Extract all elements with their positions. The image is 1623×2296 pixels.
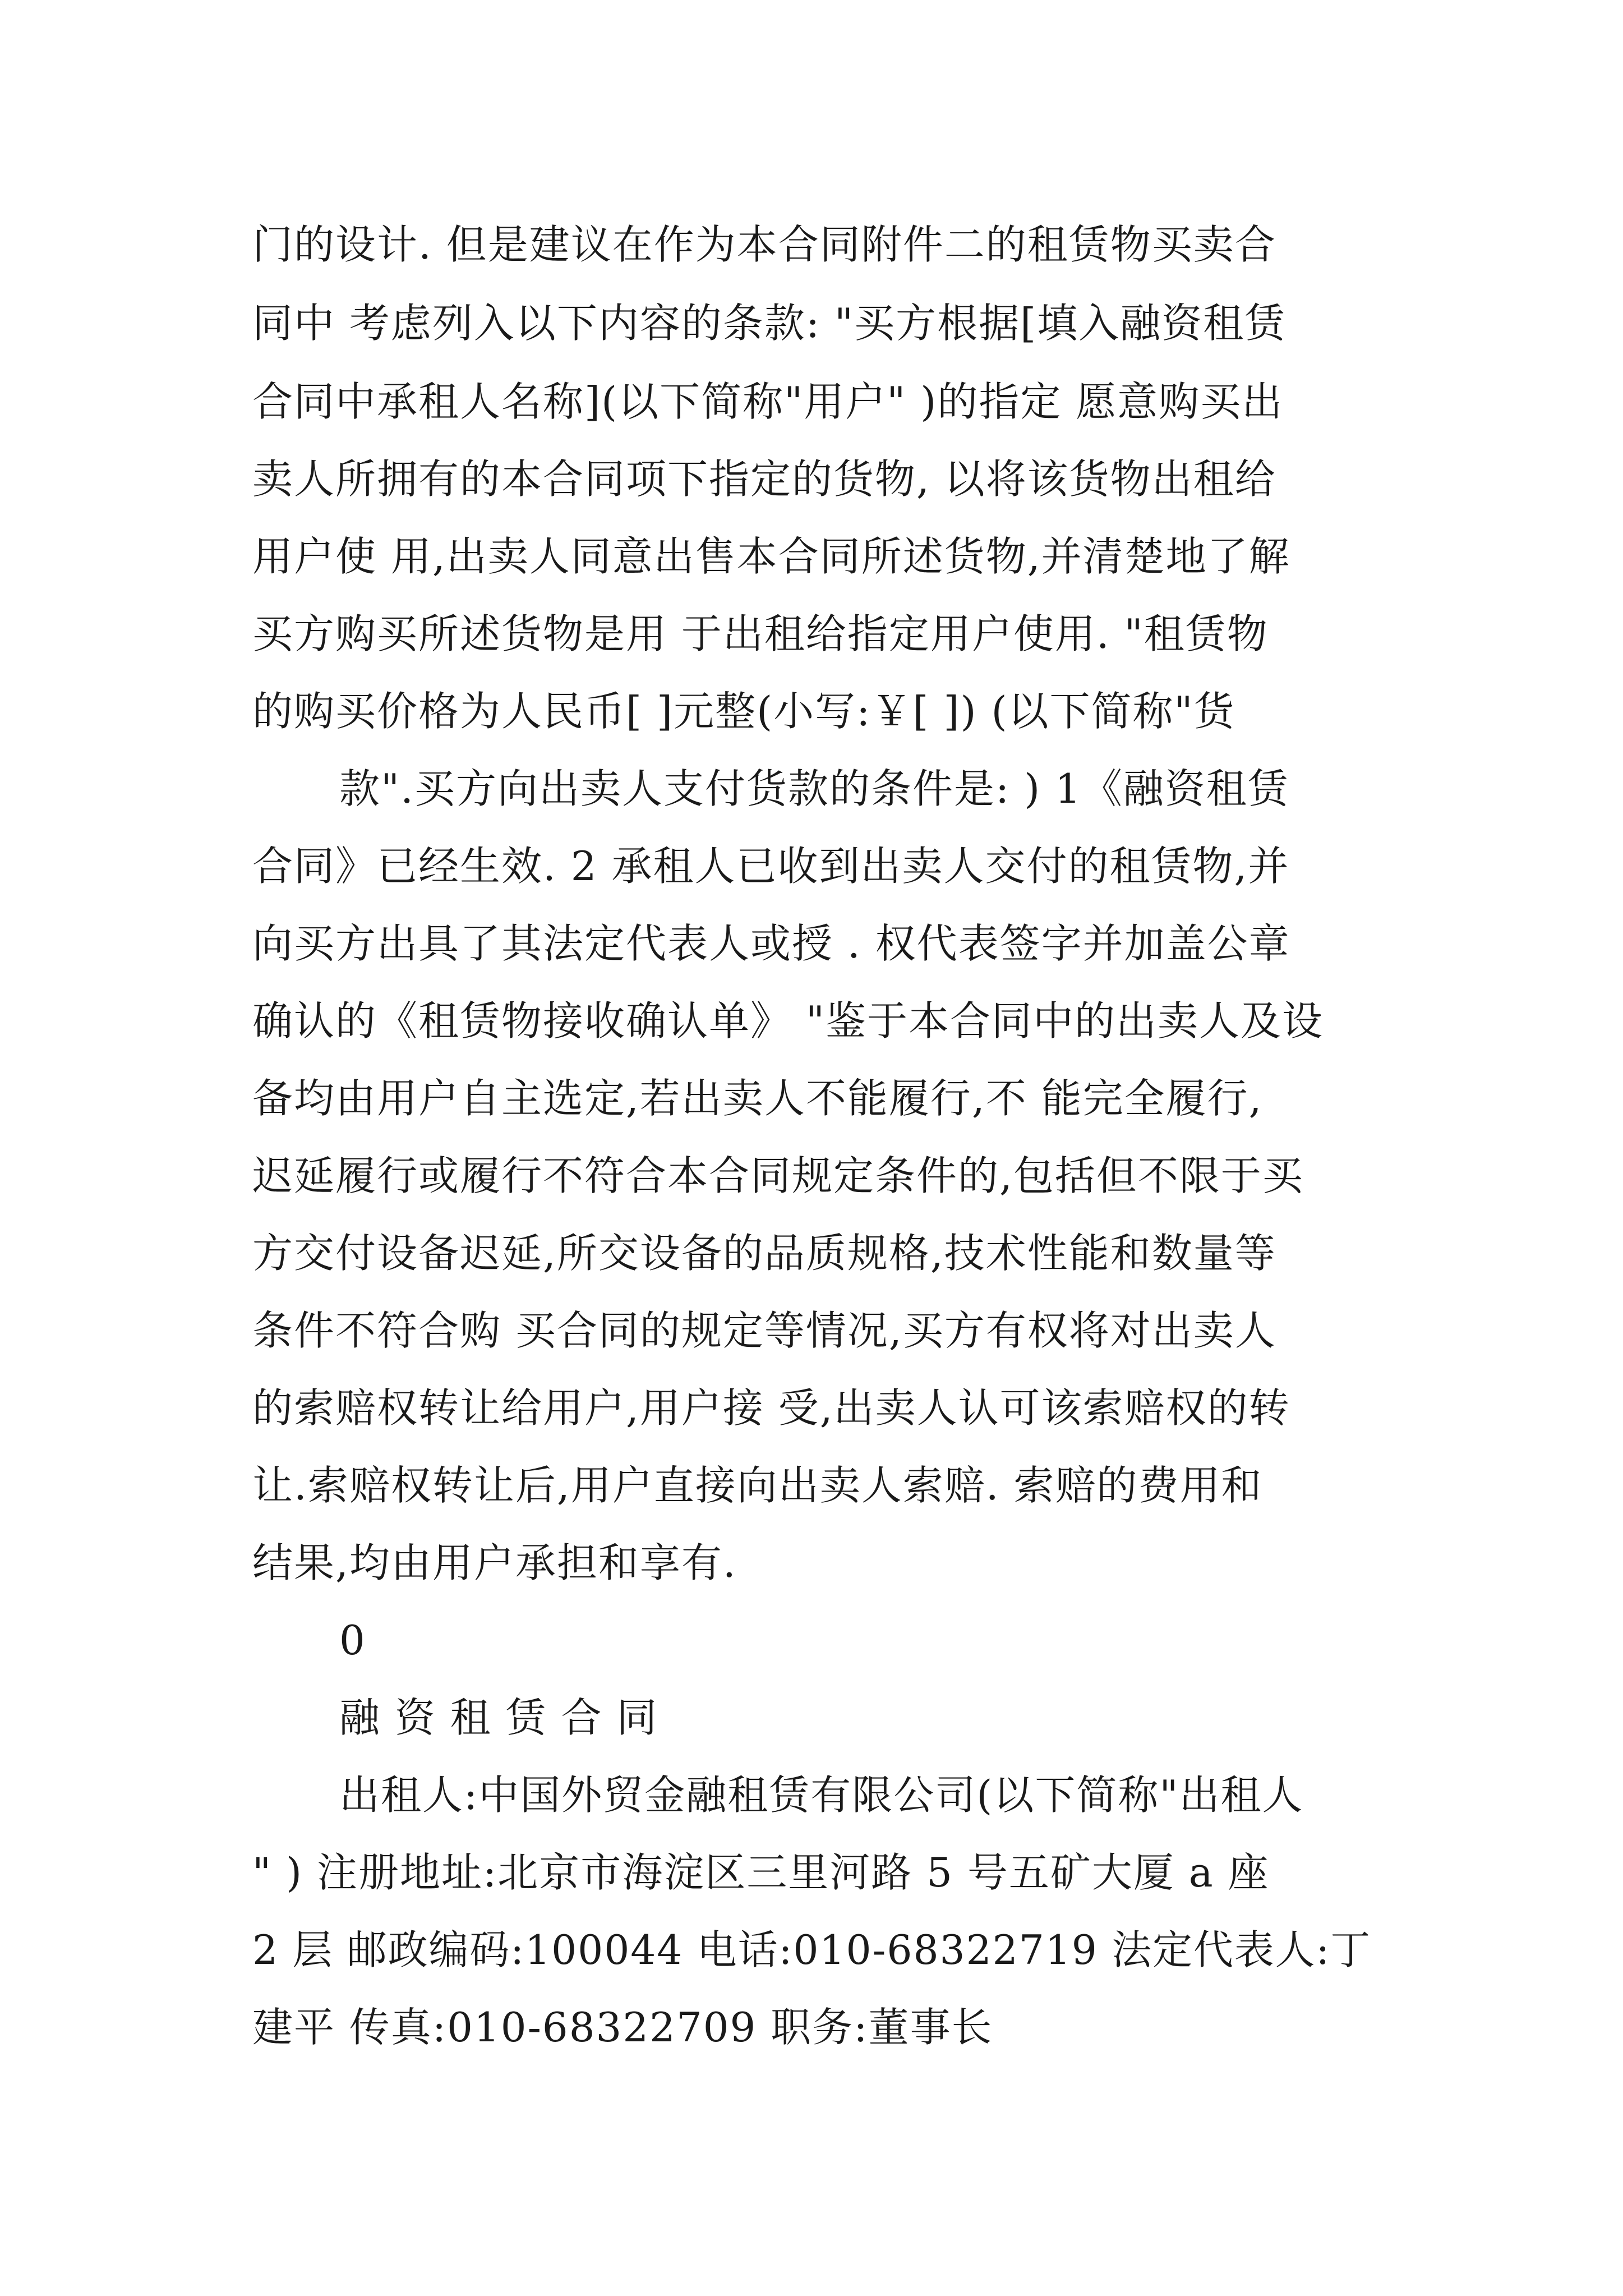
paragraph-line: " ) 注册地址:北京市海淀区三里河路 5 号五矿大厦 a 座: [252, 1849, 1270, 1896]
paragraph-line: 的索赔权转让给用户,用户接 受,出卖人认可该索赔权的转: [252, 1384, 1290, 1432]
paragraph-line: 同中 考虑列入以下内容的条款: "买方根据[填入融资租赁: [252, 300, 1287, 347]
paragraph-line: 让.索赔权转让后,用户直接向出卖人索赔. 索赔的费用和: [252, 1462, 1263, 1509]
paragraph-line: 的购买价格为人民币[ ]元整(小写:￥[ ]) (以下简称"货: [252, 688, 1235, 735]
page-marker: 0: [339, 1617, 366, 1664]
paragraph-line: 结果,均由用户承担和享有.: [252, 1539, 737, 1586]
paragraph-line: 合同中承租人名称](以下简称"用户" )的指定 愿意购买出: [252, 378, 1284, 425]
paragraph-line: 出租人:中国外贸金融租赁有限公司(以下简称"出租人: [339, 1772, 1304, 1819]
paragraph-line: 条件不符合购 买合同的规定等情况,买方有权将对出卖人: [252, 1307, 1276, 1354]
paragraph-line: 建平 传真:010-68322709 职务:董事长: [252, 2004, 993, 2051]
paragraph-line: 确认的《租赁物接收确认单》 "鉴于本合同中的出卖人及设: [252, 997, 1324, 1045]
paragraph-line: 买方购买所述货物是用 于出租给指定用户使用. "租赁物: [252, 610, 1269, 657]
paragraph-line: 卖人所拥有的本合同项下指定的货物, 以将该货物出租给: [252, 455, 1276, 503]
paragraph-line: 门的设计. 但是建议在作为本合同附件二的租赁物买卖合: [252, 221, 1276, 268]
paragraph-line: 方交付设备迟延,所交设备的品质规格,技术性能和数量等: [252, 1230, 1276, 1277]
paragraph-line: 备均由用户自主选定,若出卖人不能履行,不 能完全履行,: [252, 1075, 1263, 1122]
paragraph-line: 款".买方向出卖人支付货款的条件是: ) 1《融资租赁: [339, 765, 1289, 812]
paragraph-line: 迟延履行或履行不符合本合同规定条件的,包括但不限于买: [252, 1152, 1304, 1199]
section-title: 融 资 租 赁 合 同: [339, 1694, 658, 1741]
paragraph-line: 向买方出具了其法定代表人或授 . 权代表签字并加盖公章: [252, 920, 1290, 967]
paragraph-line: 合同》已经生效. 2 承租人已收到出卖人交付的租赁物,并: [252, 843, 1290, 890]
paragraph-line: 2 层 邮政编码:100044 电话:010-68322719 法定代表人:丁: [252, 1926, 1372, 1973]
paragraph-line: 用户使 用,出卖人同意出售本合同所述货物,并清楚地了解: [252, 533, 1290, 580]
